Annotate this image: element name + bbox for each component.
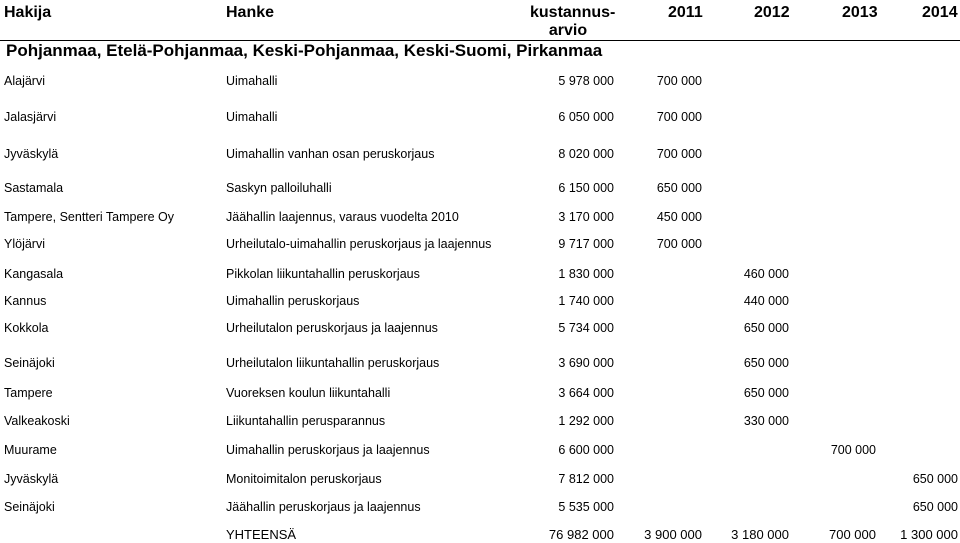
total-2012: 3 180 000 — [731, 527, 789, 542]
cell-cost: 9 717 000 — [558, 237, 614, 251]
cell-y2011: 700 000 — [656, 147, 702, 161]
header-year-2012: 2012 — [754, 4, 790, 21]
cell-cost: 5 734 000 — [558, 321, 614, 335]
cell-cost: 3 690 000 — [558, 356, 614, 370]
cell-project: Jäähallin peruskorjaus ja laajennus — [226, 500, 421, 514]
cell-project: Urheilutalo-uimahallin peruskorjaus ja laajennus — [226, 237, 492, 251]
cell-municipality: Ylöjärvi — [4, 237, 45, 251]
cell-municipality: Jalasjärvi — [4, 110, 57, 124]
table-row — [0, 109, 960, 125]
table-row — [0, 385, 960, 401]
cell-cost: 6 150 000 — [558, 181, 614, 195]
header-cost-estimate — [530, 4, 616, 40]
cell-municipality: Alajärvi — [4, 74, 45, 88]
cell-y2011: 650 000 — [656, 181, 702, 195]
cell-municipality: Tampere, Sentteri Tampere Oy — [4, 210, 174, 224]
cell-y2011: 700 000 — [656, 237, 702, 251]
cell-project: Uimahallin peruskorjaus ja laajennus — [226, 443, 430, 457]
table-row — [0, 355, 960, 371]
cell-cost: 1 740 000 — [558, 294, 614, 308]
header-project: Hanke — [226, 4, 275, 21]
table-row — [0, 499, 960, 515]
total-2013: 700 000 — [829, 527, 876, 542]
cell-y2014: 650 000 — [912, 472, 958, 486]
table-row — [0, 442, 960, 458]
cell-municipality: Jyväskylä — [4, 147, 59, 161]
cell-cost: 3 664 000 — [558, 386, 614, 400]
header-year-2011: 2011 — [668, 4, 703, 21]
cell-project: Uimahallin peruskorjaus — [226, 294, 360, 308]
header-year-2014: 2014 — [922, 4, 958, 21]
cell-cost: 5 535 000 — [558, 500, 614, 514]
table-row — [0, 293, 960, 309]
cell-project: Jäähallin laajennus, varaus vuodelta 2010 — [226, 210, 459, 224]
cell-project: Uimahalli — [226, 110, 278, 124]
cell-y2012: 650 000 — [743, 386, 789, 400]
cell-cost: 6 050 000 — [558, 110, 614, 124]
cell-project: Urheilutalon liikuntahallin peruskorjaus — [226, 356, 440, 370]
table-row — [0, 266, 960, 282]
cell-y2011: 700 000 — [656, 110, 702, 124]
total-cost: 76 982 000 — [548, 527, 614, 542]
cell-project: Saskyn palloiluhalli — [226, 181, 332, 195]
cell-y2011: 700 000 — [656, 74, 702, 88]
table-row — [0, 209, 960, 225]
cell-municipality: Seinäjoki — [4, 356, 55, 370]
table-row — [0, 471, 960, 487]
cell-cost: 1 830 000 — [558, 267, 614, 281]
total-2014: 1 300 000 — [900, 527, 958, 542]
table-header — [0, 0, 960, 40]
cell-cost: 3 170 000 — [558, 210, 614, 224]
cell-municipality: Kangasala — [4, 267, 64, 281]
cell-y2012: 330 000 — [743, 414, 789, 428]
cell-project: Pikkolan liikuntahallin peruskorjaus — [226, 267, 420, 281]
total-2011: 3 900 000 — [644, 527, 702, 542]
cell-municipality: Jyväskylä — [4, 472, 59, 486]
cell-municipality: Kokkola — [4, 321, 49, 335]
cell-municipality: Sastamala — [4, 181, 64, 195]
cell-cost: 6 600 000 — [558, 443, 614, 457]
cell-municipality: Valkeakoski — [4, 414, 70, 428]
cell-municipality: Tampere — [4, 386, 53, 400]
cell-project: Uimahallin vanhan osan peruskorjaus — [226, 147, 435, 161]
cell-municipality: Kannus — [4, 294, 47, 308]
cell-cost: 7 812 000 — [558, 472, 614, 486]
cell-project: Uimahalli — [226, 74, 278, 88]
cell-y2011: 450 000 — [656, 210, 702, 224]
cell-cost: 5 978 000 — [558, 74, 614, 88]
table-row — [0, 73, 960, 89]
table-row — [0, 236, 960, 252]
cell-y2012: 460 000 — [743, 267, 789, 281]
cell-project: Vuoreksen koulun liikuntahalli — [226, 386, 391, 400]
cell-municipality: Seinäjoki — [4, 500, 55, 514]
header-year-2013: 2013 — [842, 4, 878, 21]
total-label: YHTEENSÄ — [226, 527, 297, 542]
cell-project: Monitoimitalon peruskorjaus — [226, 472, 382, 486]
header-cost-line1: kustannus- — [530, 4, 616, 21]
table-row — [0, 146, 960, 162]
cell-municipality: Muurame — [4, 443, 57, 457]
region-title: Pohjanmaa, Etelä-Pohjanmaa, Keski-Pohjanmaa, Keski-Suomi, Pirkanmaa — [6, 41, 603, 60]
cell-y2014: 650 000 — [912, 500, 958, 514]
table-row — [0, 320, 960, 336]
cell-project: Liikuntahallin perusparannus — [226, 414, 386, 428]
cell-project: Urheilutalon peruskorjaus ja laajennus — [226, 321, 438, 335]
cell-y2012: 650 000 — [743, 321, 789, 335]
cell-cost: 8 020 000 — [558, 147, 614, 161]
table-row — [0, 413, 960, 429]
table-row — [0, 180, 960, 196]
cell-y2013: 700 000 — [830, 443, 876, 457]
cell-y2012: 440 000 — [743, 294, 789, 308]
header-municipality: Hakija — [4, 4, 52, 21]
header-cost-line2: arvio — [548, 22, 588, 39]
cell-y2012: 650 000 — [743, 356, 789, 370]
cell-cost: 1 292 000 — [558, 414, 614, 428]
total-row — [0, 527, 960, 543]
